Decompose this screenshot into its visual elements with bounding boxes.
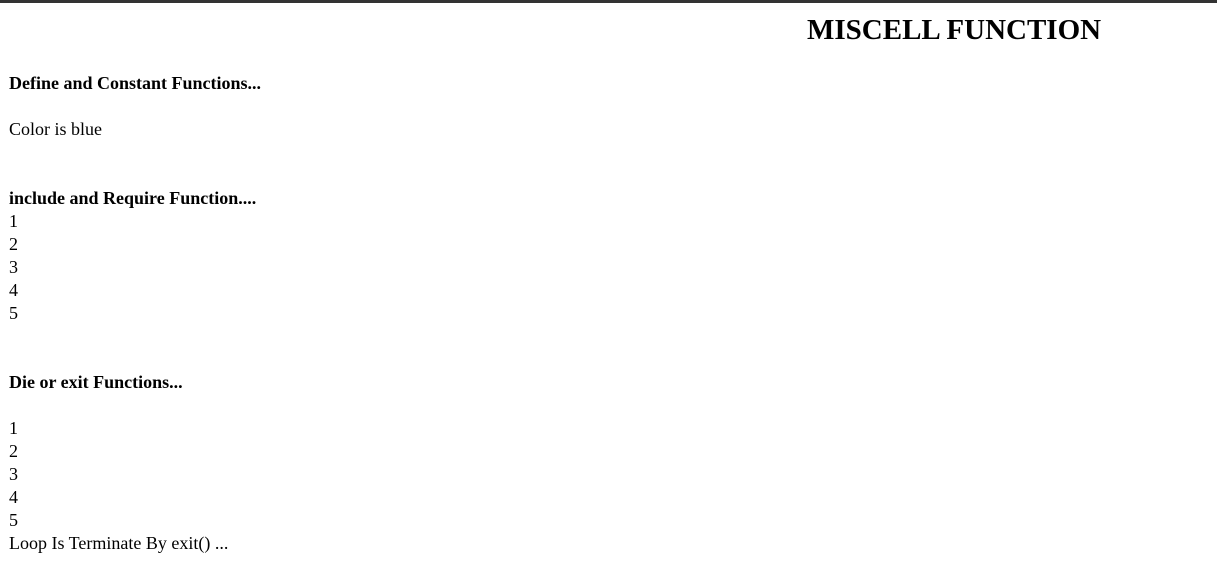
page-title: MISCELL FUNCTION [807, 14, 1102, 46]
include-number-line: 3 [9, 257, 18, 277]
include-number-line: 5 [9, 303, 18, 323]
include-number-line: 4 [9, 280, 18, 300]
define-section-heading: Define and Constant Functions... [9, 73, 262, 93]
die-number-line: 5 [9, 510, 18, 530]
die-number-line: 3 [9, 464, 18, 484]
include-number-line: 2 [9, 234, 18, 254]
die-section-heading: Die or exit Functions... [9, 372, 183, 392]
die-number-line: 2 [9, 441, 18, 461]
exit-message-text: Loop Is Terminate By exit() ... [9, 533, 229, 553]
define-output-text: Color is blue [9, 119, 102, 139]
die-number-line: 4 [9, 487, 18, 507]
top-border [0, 0, 1217, 3]
include-number-line: 1 [9, 211, 18, 231]
die-number-line: 1 [9, 418, 18, 438]
include-section-heading: include and Require Function.... [9, 188, 257, 208]
